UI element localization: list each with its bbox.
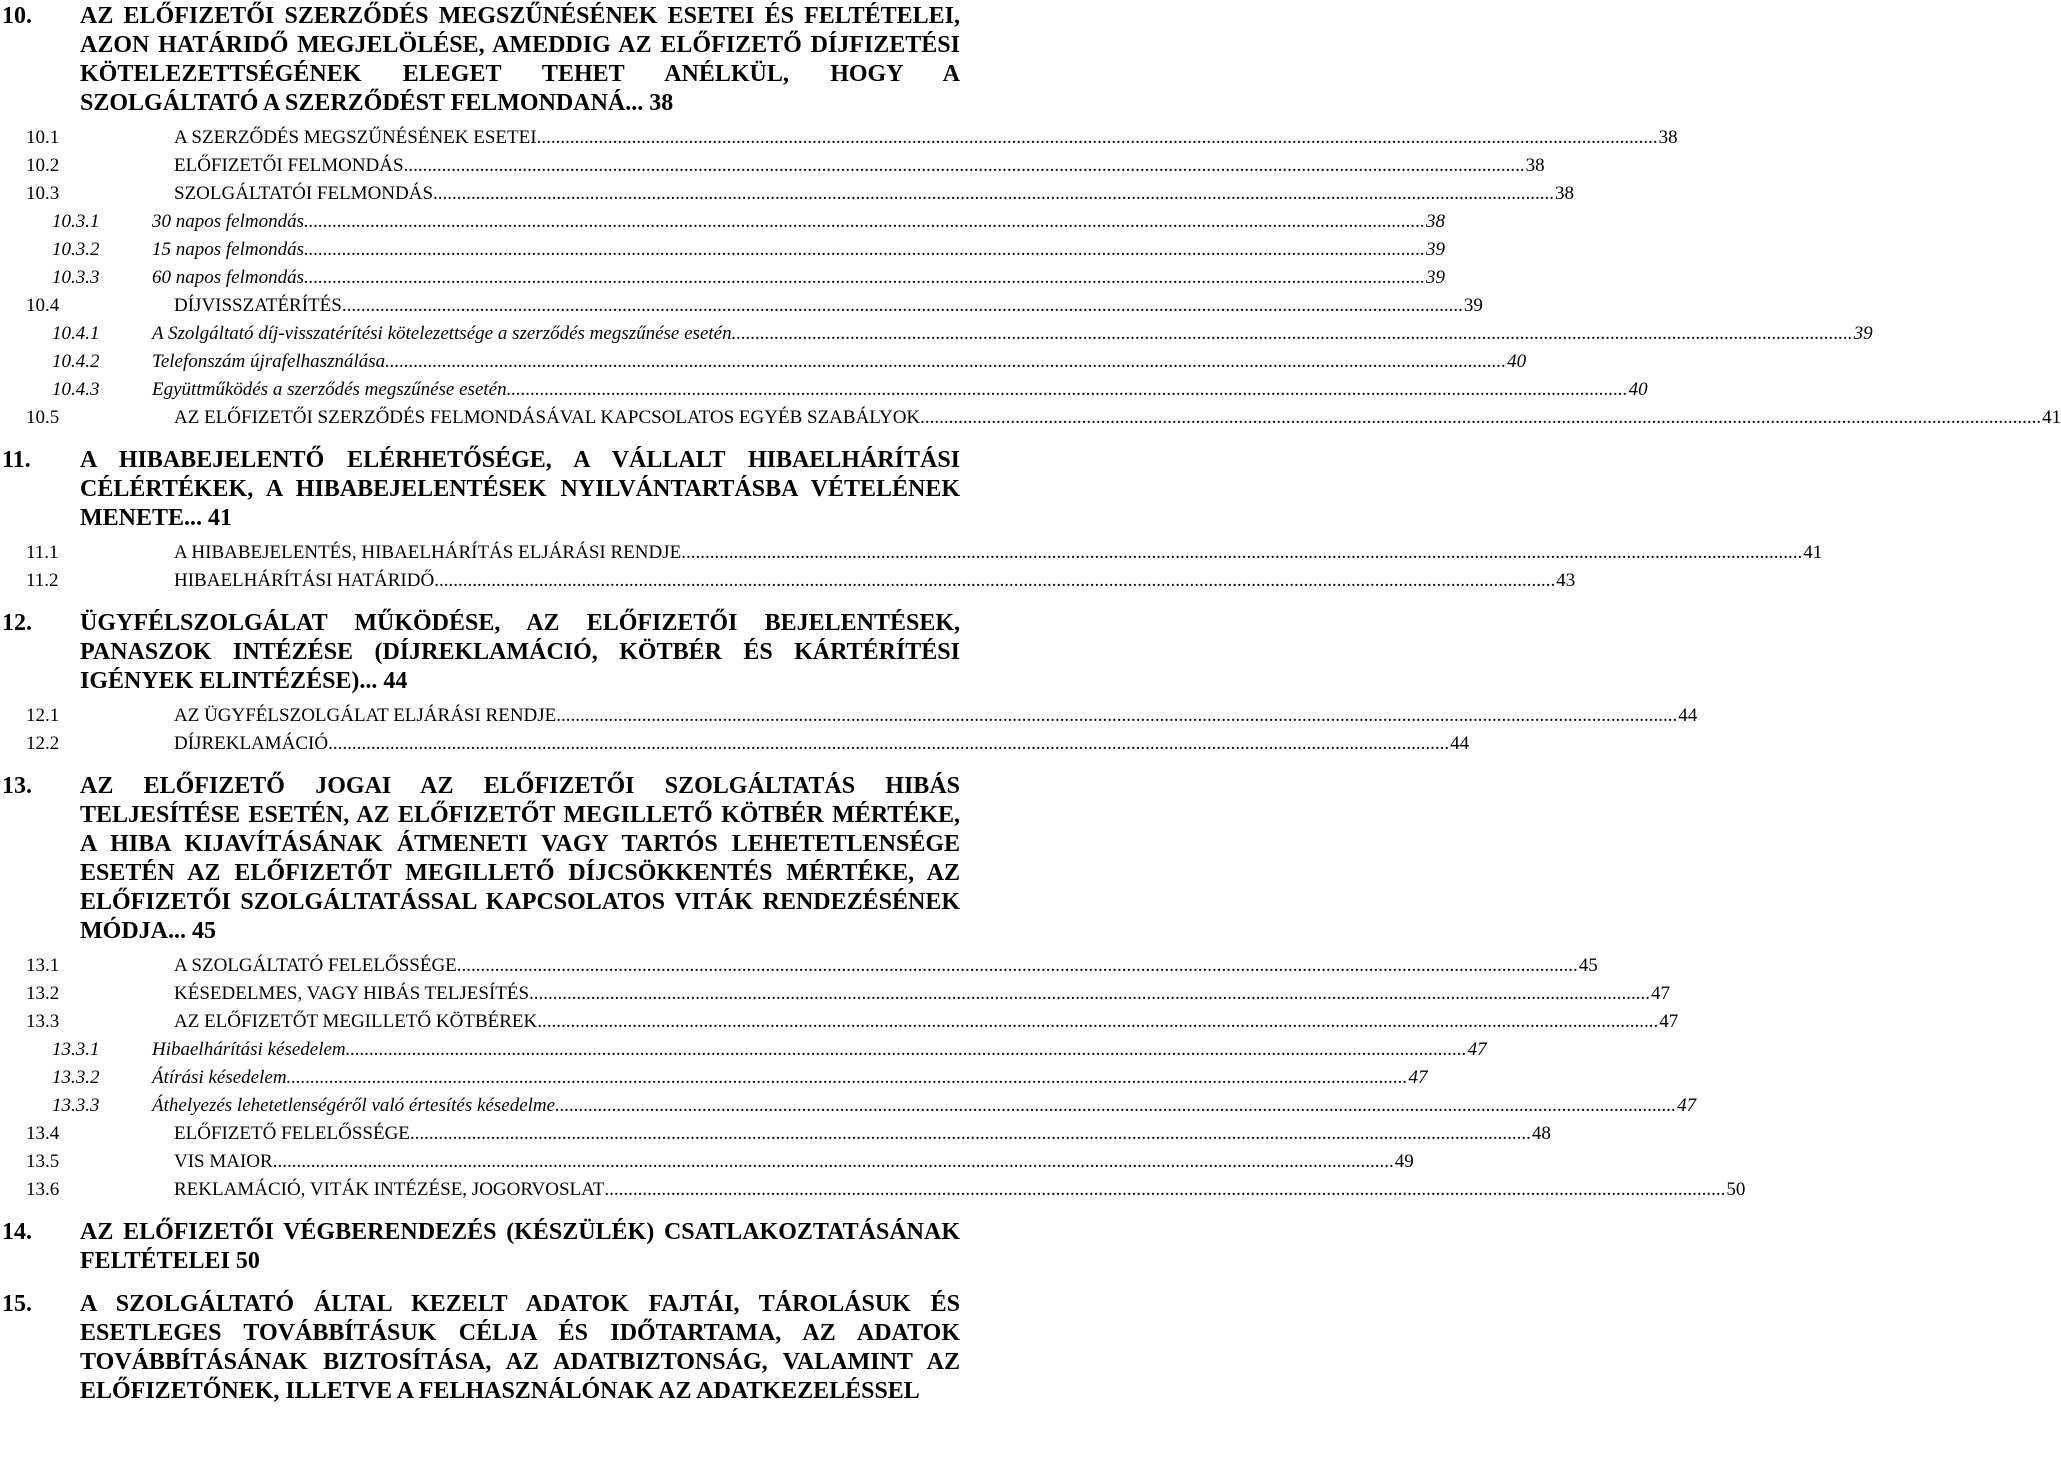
dot-leader: ... bbox=[184, 505, 203, 531]
page-number: 41 bbox=[1803, 542, 1823, 563]
section-page-leader bbox=[230, 1248, 260, 1274]
entry-title: VIS MAIOR bbox=[174, 1151, 273, 1172]
entry-number: 13.3 bbox=[26, 1011, 60, 1032]
entry-number: 10.3.2 bbox=[52, 239, 100, 260]
page-number: 47 bbox=[1659, 1011, 1679, 1032]
page-number: 43 bbox=[1556, 570, 1576, 591]
entry-number: 10.4.3 bbox=[52, 379, 100, 400]
dot-leader: ... bbox=[625, 90, 644, 116]
toc-section-heading[interactable] bbox=[2, 1290, 960, 1406]
section-page-leader bbox=[359, 668, 407, 694]
page-number: 47 bbox=[1467, 1039, 1487, 1060]
page-number: 38 bbox=[1555, 183, 1575, 204]
section-title: ÜGYFÉLSZOLGÁLAT MŰKÖDÉSE, AZ ELŐFIZETŐI BEJELENTÉSEK, PANASZOK INTÉZÉSE (DÍJREKLAMÁCIÓ, KÖTBÉR ÉS KÁRTÉRÍTÉSI IGÉNYEK ELINTÉZÉSE) bbox=[80, 610, 960, 694]
toc-entry[interactable] bbox=[52, 1064, 1428, 1092]
entry-title: 30 napos felmondás bbox=[152, 211, 304, 232]
dot-leader bbox=[287, 1064, 1408, 1092]
section-page-leader bbox=[168, 918, 216, 944]
entry-number: 10.3 bbox=[26, 183, 60, 204]
entry-number: 12.1 bbox=[26, 705, 60, 726]
toc-entry[interactable] bbox=[52, 1036, 1487, 1064]
toc-entry[interactable] bbox=[52, 376, 1648, 404]
toc-section-heading[interactable] bbox=[2, 772, 960, 946]
section-page-leader bbox=[625, 90, 673, 116]
dot-leader bbox=[404, 152, 1525, 180]
entry-title: KÉSEDELMES, VAGY HIBÁS TELJESÍTÉS bbox=[174, 983, 530, 1004]
toc-entry[interactable] bbox=[26, 124, 1678, 152]
section-title: A HIBABEJELENTŐ ELÉRHETŐSÉGE, A VÁLLALT HIBAELHÁRÍTÁSI CÉLÉRTÉKEK, A HIBABEJELENTÉSEK NYILVÁNTARTÁSBA VÉTELÉNEK MENETE bbox=[80, 447, 960, 531]
page-number: 41 bbox=[208, 505, 233, 531]
toc-entry[interactable] bbox=[26, 1176, 1746, 1204]
entry-number: 13.3.3 bbox=[52, 1095, 100, 1116]
toc-entry[interactable] bbox=[26, 1120, 1551, 1148]
entry-number: 13.3.1 bbox=[52, 1039, 100, 1060]
toc-entry[interactable] bbox=[26, 180, 1575, 208]
dot-leader bbox=[920, 404, 2041, 432]
section-title: AZ ELŐFIZETŐI SZERZŐDÉS MEGSZŰNÉSÉNEK ESETEI ÉS FELTÉTELEI, AZON HATÁRIDŐ MEGJELÖLÉSE, AMEDDIG AZ ELŐFIZETŐ DÍJFIZETÉSI KÖTELEZETTSÉGÉNEK ELEGET TEHET ANÉLKÜL, HOGY A SZOLGÁLTATÓ A SZERZŐDÉST FELMONDANÁ bbox=[80, 3, 960, 116]
entry-number: 10.3.1 bbox=[52, 211, 100, 232]
toc-entry[interactable] bbox=[26, 980, 1671, 1008]
section-title: AZ ELŐFIZETŐI VÉGBERENDEZÉS (KÉSZÜLÉK) CSATLAKOZTATÁSÁNAK FELTÉTELEI bbox=[80, 1219, 960, 1274]
toc-entry[interactable] bbox=[26, 952, 1598, 980]
dot-leader bbox=[434, 567, 1555, 595]
entry-title: AZ ELŐFIZETŐI SZERZŐDÉS FELMONDÁSÁVAL KAPCSOLATOS EGYÉB SZABÁLYOK bbox=[174, 407, 921, 428]
entry-number: 10.4.1 bbox=[52, 323, 100, 344]
page-number: 47 bbox=[1651, 983, 1671, 1004]
entry-number: 13.2 bbox=[26, 983, 60, 1004]
toc-section-heading[interactable] bbox=[2, 2, 960, 118]
dot-leader bbox=[507, 376, 1628, 404]
dot-leader bbox=[529, 980, 1650, 1008]
dot-leader bbox=[304, 208, 1425, 236]
page-number: 44 bbox=[383, 668, 408, 694]
page-number: 40 bbox=[1628, 379, 1648, 400]
entry-number: 10.3.3 bbox=[52, 267, 100, 288]
toc-entry[interactable] bbox=[26, 1008, 1679, 1036]
page-number: 49 bbox=[1394, 1151, 1414, 1172]
entry-number: 10.5 bbox=[26, 407, 60, 428]
toc-entry[interactable] bbox=[26, 152, 1545, 180]
page-number: 44 bbox=[1450, 733, 1470, 754]
dot-leader bbox=[342, 292, 1463, 320]
dot-leader bbox=[410, 1120, 1531, 1148]
entry-title: Telefonszám újrafelhasználása bbox=[152, 351, 386, 372]
entry-number: 10.4.2 bbox=[52, 351, 100, 372]
dot-leader bbox=[537, 124, 1658, 152]
toc-section-heading[interactable] bbox=[2, 1218, 960, 1276]
entry-title: A Szolgáltató díj-visszatérítési kötelezettsége a szerződés megszűnése esetén bbox=[152, 323, 732, 344]
table-of-contents bbox=[2, 0, 2061, 1406]
entry-number: 13.5 bbox=[26, 1151, 60, 1172]
entry-number: 11.2 bbox=[26, 570, 59, 591]
dot-leader bbox=[273, 1148, 1394, 1176]
entry-title: REKLAMÁCIÓ, VITÁK INTÉZÉSE, JOGORVOSLAT bbox=[174, 1179, 605, 1200]
dot-leader bbox=[556, 702, 1677, 730]
page-number: 50 bbox=[235, 1248, 260, 1274]
page-number: 45 bbox=[191, 918, 216, 944]
page-number: 38 bbox=[1658, 127, 1678, 148]
toc-section-heading[interactable] bbox=[2, 609, 960, 696]
entry-number: 13.6 bbox=[26, 1179, 60, 1200]
dot-leader bbox=[385, 348, 1506, 376]
toc-entry[interactable] bbox=[52, 208, 1445, 236]
toc-entry[interactable] bbox=[52, 264, 1445, 292]
toc-entry[interactable] bbox=[52, 320, 1873, 348]
toc-section-heading[interactable] bbox=[2, 446, 960, 533]
entry-title: A SZERZŐDÉS MEGSZŰNÉSÉNEK ESETEI bbox=[174, 127, 537, 148]
entry-title: Átírási késedelem bbox=[152, 1067, 287, 1088]
page-number: 38 bbox=[1426, 211, 1445, 232]
entry-title: A SZOLGÁLTATÓ FELELŐSSÉGE bbox=[174, 955, 457, 976]
page-number: 50 bbox=[1726, 1179, 1746, 1200]
page-number: 41 bbox=[2042, 407, 2061, 428]
entry-title: ELŐFIZETŐ FELELŐSSÉGE bbox=[174, 1123, 410, 1144]
entry-title: ELŐFIZETŐI FELMONDÁS bbox=[174, 155, 404, 176]
page-number: 44 bbox=[1678, 705, 1698, 726]
dot-leader bbox=[457, 952, 1578, 980]
section-title: A SZOLGÁLTATÓ ÁLTAL KEZELT ADATOK FAJTÁI, TÁROLÁSUK ÉS ESETLEGES TOVÁBBÍTÁSUK CÉLJA ÉS IDŐTARTAMA, AZ ADATOK TOVÁBBÍTÁSÁNAK BIZTOSÍTÁSA, AZ ADATBIZTONSÁG, VALAMINT AZ ELŐFIZETŐNEK, ILLETVE A FELHASZNÁLÓNAK AZ ADATKEZELÉSSEL bbox=[80, 1291, 960, 1404]
dot-leader bbox=[304, 236, 1425, 264]
section-page-leader bbox=[184, 505, 232, 531]
page-number: 39 bbox=[1426, 239, 1445, 260]
dot-leader bbox=[732, 320, 1853, 348]
dot-leader bbox=[346, 1036, 1467, 1064]
entry-number: 13.4 bbox=[26, 1123, 60, 1144]
section-number: 12. bbox=[2, 610, 32, 636]
entry-title: Hibaelhárítási késedelem bbox=[152, 1039, 346, 1060]
entry-number: 11.1 bbox=[26, 542, 59, 563]
toc-entry[interactable] bbox=[26, 539, 1823, 567]
entry-title: A HIBABEJELENTÉS, HIBAELHÁRÍTÁS ELJÁRÁSI RENDJE bbox=[174, 542, 682, 563]
entry-title: Áthelyezés lehetetlenségéről való értesítés késedelme bbox=[152, 1095, 556, 1116]
entry-title: DÍJREKLAMÁCIÓ bbox=[174, 733, 329, 754]
page-number: 39 bbox=[1426, 267, 1445, 288]
page-number: 40 bbox=[1507, 351, 1527, 372]
toc-entry[interactable] bbox=[26, 1148, 1414, 1176]
toc-entry[interactable] bbox=[26, 730, 1470, 758]
page-number: 47 bbox=[1408, 1067, 1428, 1088]
page-number: 48 bbox=[1531, 1123, 1551, 1144]
entry-number: 10.1 bbox=[26, 127, 60, 148]
section-number: 14. bbox=[2, 1219, 32, 1245]
toc-entry[interactable] bbox=[26, 567, 1576, 595]
entry-title: AZ ELŐFIZETŐT MEGILLETŐ KÖTBÉREK bbox=[174, 1011, 538, 1032]
entry-title: HIBAELHÁRÍTÁSI HATÁRIDŐ bbox=[174, 570, 435, 591]
page-number: 38 bbox=[1525, 155, 1545, 176]
section-title: AZ ELŐFIZETŐ JOGAI AZ ELŐFIZETŐI SZOLGÁLTATÁS HIBÁS TELJESÍTÉSE ESETÉN, AZ ELŐFIZETŐT MEGILLETŐ KÖTBÉR MÉRTÉKE, A HIBA KIJAVÍTÁSÁNAK ÁTMENETI VAGY TARTÓS LEHETETLENSÉGE ESETÉN AZ ELŐFIZETŐT MEGILLETŐ DÍJCSÖKKENTÉS MÉRTÉKE, AZ ELŐFIZETŐI SZOLGÁLTATÁSSAL KAPCSOLATOS VITÁK RENDEZÉSÉNEK MÓDJA bbox=[80, 773, 960, 944]
dot-leader bbox=[433, 180, 1554, 208]
page-number: 39 bbox=[1463, 295, 1483, 316]
section-number: 11. bbox=[2, 447, 31, 473]
page-number: 45 bbox=[1578, 955, 1598, 976]
dot-leader: ... bbox=[359, 668, 378, 694]
section-number: 10. bbox=[2, 3, 32, 29]
entry-number: 10.2 bbox=[26, 155, 60, 176]
page-number: 47 bbox=[1677, 1095, 1697, 1116]
dot-leader bbox=[604, 1176, 1725, 1204]
entry-number: 12.2 bbox=[26, 733, 60, 754]
entry-number: 10.4 bbox=[26, 295, 60, 316]
entry-title: 15 napos felmondás bbox=[152, 239, 304, 260]
page-number: 38 bbox=[649, 90, 674, 116]
entry-title: DÍJVISSZATÉRÍTÉS bbox=[174, 295, 342, 316]
entry-title: SZOLGÁLTATÓI FELMONDÁS bbox=[174, 183, 434, 204]
section-number: 15. bbox=[2, 1291, 32, 1317]
dot-leader bbox=[555, 1092, 1676, 1120]
entry-number: 13.1 bbox=[26, 955, 60, 976]
page-number: 39 bbox=[1853, 323, 1873, 344]
toc-entry[interactable] bbox=[52, 1092, 1697, 1120]
toc-entry[interactable] bbox=[26, 292, 1483, 320]
entry-title: Együttműködés a szerződés megszűnése esetén bbox=[152, 379, 507, 400]
toc-entry[interactable] bbox=[52, 348, 1527, 376]
entry-title: AZ ÜGYFÉLSZOLGÁLAT ELJÁRÁSI RENDJE bbox=[174, 705, 557, 726]
toc-entry[interactable] bbox=[26, 702, 1698, 730]
toc-entry[interactable] bbox=[52, 236, 1445, 264]
dot-leader bbox=[537, 1008, 1658, 1036]
dot-leader bbox=[328, 730, 1449, 758]
toc-entry[interactable] bbox=[26, 404, 2061, 432]
dot-leader bbox=[681, 539, 1802, 567]
section-number: 13. bbox=[2, 773, 32, 799]
entry-number: 13.3.2 bbox=[52, 1067, 100, 1088]
dot-leader: ... bbox=[167, 918, 186, 944]
entry-title: 60 napos felmondás bbox=[152, 267, 304, 288]
dot-leader bbox=[304, 264, 1425, 292]
